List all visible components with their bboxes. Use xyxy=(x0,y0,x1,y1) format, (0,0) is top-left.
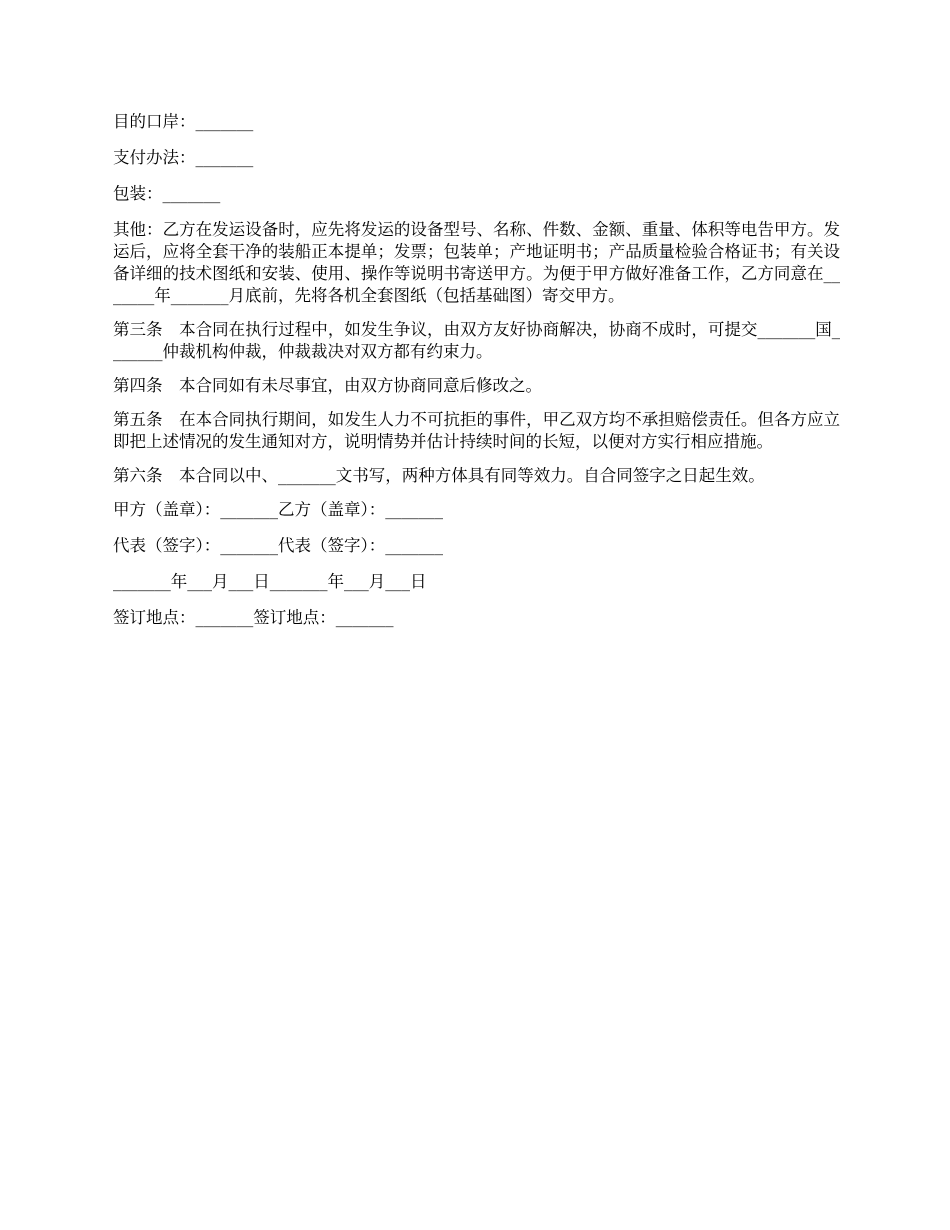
document-page xyxy=(113,111,840,643)
destination-port-line: 目的口岸：_______ xyxy=(113,112,254,131)
article-five-paragraph: 第五条 在本合同执行期间，如发生人力不可抗拒的事件，甲乙双方均不承担赔偿责任。但各方应立即把上述情况的发生通知对方，说明情势并估计持续时间的长短，以便对方实行相应措施。 xyxy=(113,410,840,451)
payment-method-line: 支付办法：_______ xyxy=(113,148,254,167)
date-line: _______年___月___日_______年___月___日 xyxy=(113,572,427,591)
article-three-paragraph: 第三条 本合同在执行过程中，如发生争议，由双方友好协商解决，协商不成时，可提交_______国_______仲裁机构仲裁，仲裁裁决对双方都有约束力。 xyxy=(113,320,840,361)
signing-place-line: 签订地点：_______签订地点：_______ xyxy=(113,608,394,627)
seal-line: 甲方（盖章）：_______乙方（盖章）：_______ xyxy=(113,500,443,519)
other-terms-paragraph: 其他：乙方在发运设备时，应先将发运的设备型号、名称、件数、金额、重量、体积等电告甲方。发运后，应将全套干净的装船正本提单；发票；包装单；产地证明书；产品质量检验合格证书；有关设备详细的技术图纸和安装、使用、操作等说明书寄送甲方。为便于甲方做好准备工作，乙方同意在_______年_______月底前，先将各机全套图纸（包括基础图）寄交甲方。 xyxy=(113,220,840,305)
signature-line: 代表（签字）：_______代表（签字）：_______ xyxy=(113,536,443,555)
packaging-line: 包装：_______ xyxy=(113,184,221,203)
article-six-paragraph: 第六条 本合同以中、_______文书写，两种方体具有同等效力。自合同签字之日起生效。 xyxy=(113,466,765,485)
article-four-paragraph: 第四条 本合同如有未尽事宜，由双方协商同意后修改之。 xyxy=(113,376,542,395)
